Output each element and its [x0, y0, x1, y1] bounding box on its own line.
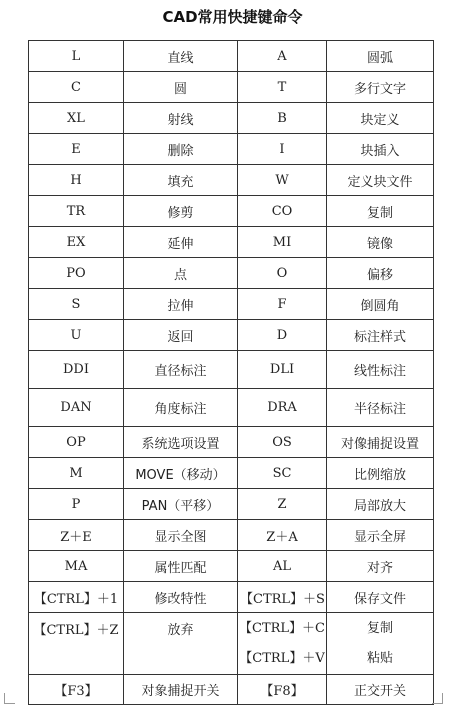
shortcut-key: 【CTRL】＋S [238, 582, 327, 613]
shortcut-key: OS [238, 427, 327, 458]
command-name: 角度标注 [124, 389, 238, 427]
shortcut-key: C [29, 72, 124, 103]
shortcut-key: CO [238, 196, 327, 227]
table-row [29, 289, 434, 320]
command-name: 多行文字 [327, 72, 434, 103]
command-name: 系统选项设置 [124, 427, 238, 458]
command-name: 对齐 [327, 551, 434, 582]
shortcut-key-stack [238, 613, 327, 675]
command-name: 标注样式 [327, 320, 434, 351]
command-name-stack [327, 613, 434, 675]
command-name: 延伸 [124, 227, 238, 258]
shortcut-key: DRA [238, 389, 327, 427]
table-row [29, 551, 434, 582]
command-name: 点 [124, 258, 238, 289]
table-row [29, 258, 434, 289]
command-name: PAN（平移） [124, 489, 238, 520]
shortcut-key: DDI [29, 351, 124, 389]
shortcut-key: DLI [238, 351, 327, 389]
shortcut-key: L [29, 41, 124, 72]
shortcut-key: I [238, 134, 327, 165]
command-name: 对像捕捉设置 [327, 427, 434, 458]
shortcut-key: 【CTRL】＋Z [29, 613, 124, 675]
table-row [29, 320, 434, 351]
shortcut-table-body [29, 41, 434, 705]
table-row [29, 675, 434, 705]
command-name: MOVE（移动） [124, 458, 238, 489]
command-name: 比例缩放 [327, 458, 434, 489]
table-row [29, 351, 434, 389]
command-name: 删除 [124, 134, 238, 165]
table-row [29, 458, 434, 489]
shortcut-key: W [238, 165, 327, 196]
shortcut-key: 【F8】 [238, 675, 327, 705]
table-row [29, 165, 434, 196]
shortcut-key: 【CTRL】＋C [239, 620, 325, 636]
command-name: 填充 [124, 165, 238, 196]
table-row [29, 134, 434, 165]
shortcut-key: MA [29, 551, 124, 582]
command-name: 局部放大 [327, 489, 434, 520]
command-name: 倒圆角 [327, 289, 434, 320]
table-row [29, 41, 434, 72]
table-row [29, 103, 434, 134]
page-corner-mark [4, 693, 15, 704]
command-name: 修剪 [124, 196, 238, 227]
shortcut-key: TR [29, 196, 124, 227]
shortcut-table [28, 40, 434, 705]
shortcut-key: 【CTRL】＋1 [29, 582, 124, 613]
shortcut-key: E [29, 134, 124, 165]
shortcut-key: AL [238, 551, 327, 582]
command-name: 拉伸 [124, 289, 238, 320]
command-name: 圆 [124, 72, 238, 103]
command-name: 偏移 [327, 258, 434, 289]
shortcut-key: H [29, 165, 124, 196]
command-name: 粘贴 [366, 650, 393, 666]
shortcut-key: U [29, 320, 124, 351]
command-name: 直径标注 [124, 351, 238, 389]
shortcut-key: O [238, 258, 327, 289]
table-row [29, 227, 434, 258]
command-name: 显示全屏 [327, 520, 434, 551]
command-name: 射线 [124, 103, 238, 134]
command-name: 线性标注 [327, 351, 434, 389]
table-row [29, 613, 434, 675]
command-name: 圆弧 [327, 41, 434, 72]
shortcut-key: A [238, 41, 327, 72]
shortcut-key: S [29, 289, 124, 320]
shortcut-key: EX [29, 227, 124, 258]
command-name: 复制 [366, 620, 393, 636]
command-name: 保存文件 [327, 582, 434, 613]
table-row [29, 582, 434, 613]
table-row [29, 427, 434, 458]
shortcut-key: Z [238, 489, 327, 520]
shortcut-key: P [29, 489, 124, 520]
shortcut-key: B [238, 103, 327, 134]
shortcut-key: MI [238, 227, 327, 258]
shortcut-key: 【CTRL】＋V [239, 650, 325, 666]
command-name: 返回 [124, 320, 238, 351]
command-name: 直线 [124, 41, 238, 72]
command-name: 属性匹配 [124, 551, 238, 582]
shortcut-key: M [29, 458, 124, 489]
command-name: 放弃 [124, 613, 238, 675]
shortcut-key: OP [29, 427, 124, 458]
command-name: 半径标注 [327, 389, 434, 427]
shortcut-key: Z＋A [238, 520, 327, 551]
table-row [29, 72, 434, 103]
table-row [29, 489, 434, 520]
command-name: 修改特性 [124, 582, 238, 613]
shortcut-key: SC [238, 458, 327, 489]
shortcut-key: T [238, 72, 327, 103]
command-name: 定义块文件 [327, 165, 434, 196]
table-row [29, 389, 434, 427]
command-name: 显示全图 [124, 520, 238, 551]
shortcut-key: Z＋E [29, 520, 124, 551]
shortcut-key: XL [29, 103, 124, 134]
page-title: CAD常用快捷键命令 [162, 8, 303, 26]
command-name: 镜像 [327, 227, 434, 258]
page-corner-mark [432, 693, 443, 704]
command-name: 正交开关 [327, 675, 434, 705]
command-name: 复制 [327, 196, 434, 227]
shortcut-key: DAN [29, 389, 124, 427]
command-name: 块定义 [327, 103, 434, 134]
table-row [29, 196, 434, 227]
shortcut-key: PO [29, 258, 124, 289]
table-row [29, 520, 434, 551]
shortcut-key: D [238, 320, 327, 351]
command-name: 对象捕捉开关 [124, 675, 238, 705]
shortcut-key: 【F3】 [29, 675, 124, 705]
shortcut-key: F [238, 289, 327, 320]
command-name: 块插入 [327, 134, 434, 165]
